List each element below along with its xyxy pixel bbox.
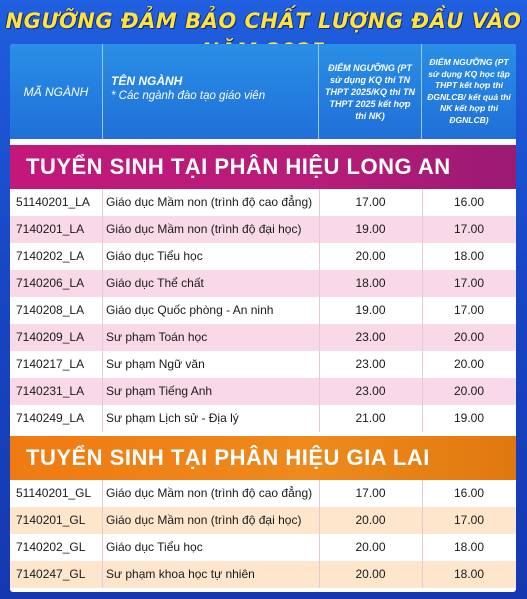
row-score-assessment: 17.00 <box>453 222 485 236</box>
row-score-exam: 20.00 <box>355 567 386 581</box>
table-row <box>10 534 516 561</box>
table-row <box>10 405 516 432</box>
header-name <box>103 44 319 139</box>
header-score-assessment: ĐIỂM NGƯỠNG (PT sử dụng KQ học tập THPT kết hợp thi ĐGNLCB/ kết quả thi NK kết hợp thi ĐGNLCB) <box>427 57 511 125</box>
page-title: NGƯỠNG ĐẢM BẢO CHẤT LƯỢNG ĐẦU VÀO <box>5 9 522 33</box>
row-code: 7140206_LA <box>16 276 85 290</box>
row-score-exam: 19.00 <box>355 303 386 317</box>
row-score-exam: 17.00 <box>355 486 386 500</box>
row-score-assessment: 18.00 <box>453 249 485 263</box>
header-name-note: * Các ngành đào tạo giáo viên <box>111 90 266 102</box>
threshold-table <box>10 44 516 592</box>
row-code: 7140201_GL <box>16 513 86 527</box>
table-row <box>10 351 516 378</box>
row-score-exam: 23.00 <box>355 357 386 371</box>
table-header <box>10 44 516 139</box>
row-score-assessment: 16.00 <box>453 195 485 209</box>
row-name: Giáo dục Quốc phòng - An ninh <box>106 303 274 317</box>
row-score-assessment: 20.00 <box>453 357 485 371</box>
table-row <box>10 480 516 507</box>
row-name: Giáo dục Thể chất <box>106 276 204 290</box>
table-row <box>10 189 516 216</box>
row-score-assessment: 18.00 <box>453 567 485 581</box>
row-score-exam: 17.00 <box>355 195 386 209</box>
row-score-exam: 23.00 <box>355 384 386 398</box>
row-score-assessment: 20.00 <box>453 384 485 398</box>
row-name: Sư phạm Tiếng Anh <box>106 384 213 398</box>
table-row <box>10 561 516 588</box>
row-score-assessment: 17.00 <box>453 513 485 527</box>
table-row <box>10 216 516 243</box>
table-row <box>10 243 516 270</box>
row-score-assessment: 17.00 <box>453 276 485 290</box>
table-row <box>10 297 516 324</box>
row-name: Sư phạm khoa học tự nhiên <box>106 567 255 581</box>
row-code: 7140202_GL <box>16 540 86 554</box>
row-score-assessment: 20.00 <box>453 330 485 344</box>
row-name: Giáo dục Mầm non (trình độ cao đẳng) <box>106 486 313 500</box>
row-score-exam: 21.00 <box>355 411 386 425</box>
row-code: 7140247_GL <box>16 567 86 581</box>
row-code: 51140201_GL <box>16 486 92 500</box>
row-name: Giáo dục Mầm non (trình độ đại học) <box>106 222 302 236</box>
row-code: 7140201_LA <box>16 222 85 236</box>
row-code: 7140249_LA <box>16 411 85 425</box>
table-row <box>10 507 516 534</box>
row-code: 7140217_LA <box>16 357 85 371</box>
row-name: Giáo dục Tiểu học <box>106 249 203 263</box>
header-code: MÃ NGÀNH <box>10 44 103 139</box>
row-score-assessment: 19.00 <box>453 411 485 425</box>
header-name-label: TÊN NGÀNH <box>111 74 183 88</box>
row-score-exam: 23.00 <box>355 330 386 344</box>
row-name: Sư phạm Lịch sử - Địa lý <box>106 411 239 425</box>
row-score-exam: 20.00 <box>355 540 386 554</box>
row-code: 7140231_LA <box>16 384 85 398</box>
row-name: Giáo dục Mầm non (trình độ cao đẳng) <box>106 195 313 209</box>
row-score-exam: 20.00 <box>355 249 386 263</box>
row-code: 7140209_LA <box>16 330 85 344</box>
header-score-exam: ĐIỂM NGƯỠNG (PT sử dụng KQ thi TN THPT 2025/KQ thi TN THPT 2025 kết hợp thi NK) <box>319 44 422 139</box>
table-row <box>10 270 516 297</box>
row-name: Giáo dục Tiểu học <box>106 540 203 554</box>
table-row <box>10 324 516 351</box>
row-name: Sư phạm Ngữ văn <box>106 357 205 371</box>
row-score-assessment: 17.00 <box>453 303 485 317</box>
row-score-assessment: 16.00 <box>453 486 485 500</box>
row-code: 7140202_LA <box>16 249 85 263</box>
row-score-exam: 18.00 <box>355 276 386 290</box>
row-score-exam: 19.00 <box>355 222 386 236</box>
section-banner-gia-lai: TUYỂN SINH TẠI PHÂN HIỆU GIA LAI <box>10 436 516 480</box>
row-name: Sư phạm Toán học <box>106 330 208 344</box>
row-code: 7140208_LA <box>16 303 85 317</box>
row-score-exam: 20.00 <box>355 513 386 527</box>
row-name: Giáo dục Mầm non (trình độ đại học) <box>106 513 302 527</box>
row-score-assessment: 18.00 <box>453 540 485 554</box>
table-row <box>10 378 516 405</box>
section-banner-long-an: TUYỂN SINH TẠI PHÂN HIỆU LONG AN <box>10 145 516 189</box>
row-code: 51140201_LA <box>16 195 90 209</box>
